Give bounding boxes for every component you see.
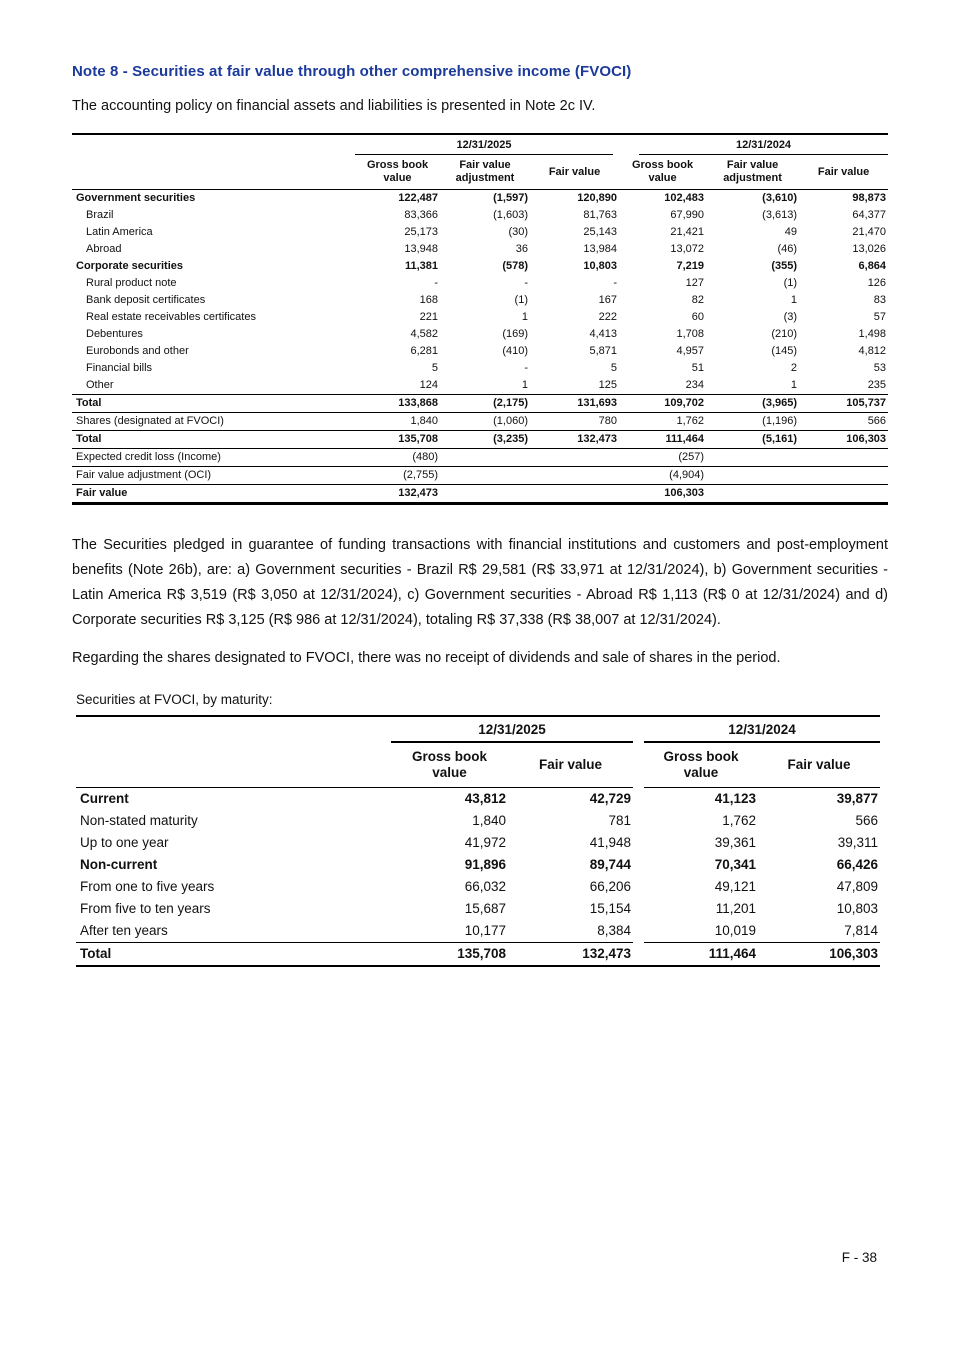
period-header-2025 (355, 134, 619, 155)
cell-value: 13,072 (670, 243, 705, 255)
cell-value: 39,877 (836, 791, 879, 806)
cell-value: 57 (873, 311, 887, 323)
securities-by-maturity-table (76, 715, 880, 967)
table-row (72, 431, 888, 449)
cell-value: (1,603) (493, 209, 528, 221)
cell-value: 21,470 (852, 226, 887, 238)
row-label: From five to ten years (80, 901, 211, 916)
cell-value: 111,464 (619, 431, 706, 449)
cell-value: 2 (790, 362, 798, 374)
cell-value: 6,864 (858, 260, 887, 272)
cell-value: 234 (685, 379, 705, 391)
cell-value: 132,473 (355, 485, 440, 504)
cell-value (706, 467, 799, 485)
shares-fvoci-paragraph: Regarding the shares designated to FVOCI, there was no receipt of dividends and sale of shares in the period. (72, 650, 781, 666)
cell-value: (1,196) (706, 413, 799, 431)
column-spacer (633, 743, 644, 788)
table-row (72, 377, 888, 395)
cell-value: 131,693 (530, 395, 619, 413)
column-header: Fair value adjustment (440, 155, 530, 190)
cell-value: 5 (431, 362, 438, 374)
column-header: Gross book value (644, 743, 758, 788)
cell-value: 1,840 (472, 813, 506, 828)
cell-value: 4,812 (858, 345, 887, 357)
cell-value: 43,812 (464, 791, 506, 806)
cell-value: 1 (790, 294, 798, 306)
header-spacer-cell (76, 716, 391, 743)
cell-value: 4,957 (676, 345, 705, 357)
row-label: Latin America (86, 226, 153, 238)
header-spacer-cell (72, 155, 355, 190)
cell-value: (5,161) (706, 431, 799, 449)
cell-value: 13,948 (404, 243, 438, 255)
cell-value: 126 (867, 277, 887, 289)
table-row (72, 292, 888, 309)
cell-value: 120,890 (577, 192, 618, 204)
column-spacer (633, 854, 644, 876)
cell-value: 21,421 (670, 226, 705, 238)
cell-value: 25,173 (404, 226, 438, 238)
row-label: Fair value adjustment (OCI) (72, 467, 355, 485)
table-row (76, 898, 880, 920)
cell-value: 66,426 (836, 857, 879, 872)
row-label: Government securities (76, 192, 196, 204)
column-header: Fair value (799, 155, 888, 190)
cell-value: 106,303 (799, 431, 888, 449)
column-spacer (633, 898, 644, 920)
securities-table-body (72, 190, 888, 504)
cell-value: 89,744 (589, 857, 632, 872)
cell-value (706, 485, 799, 504)
period-label: 12/31/2024 (639, 135, 888, 155)
row-label: Rural product note (86, 277, 177, 289)
cell-value: 41,123 (714, 791, 757, 806)
cell-value: (210) (771, 328, 798, 340)
cell-value: 124 (419, 379, 438, 391)
cell-value: 135,708 (355, 431, 440, 449)
table-row (76, 854, 880, 876)
cell-value: 1 (521, 379, 528, 391)
cell-value: 7,219 (676, 260, 705, 272)
cell-value: 98,873 (852, 192, 887, 204)
cell-value: 8,384 (597, 923, 632, 938)
cell-value: 106,303 (619, 485, 706, 504)
cell-value: (3,235) (440, 431, 530, 449)
table-row (76, 943, 880, 967)
column-header: Gross book value (391, 743, 508, 788)
table-row (72, 413, 888, 431)
column-header: Fair value (758, 743, 880, 788)
cell-value: 15,154 (589, 901, 632, 916)
table-row (76, 832, 880, 854)
cell-value: 111,464 (644, 943, 758, 967)
cell-value: 11,381 (404, 260, 438, 272)
cell-value: 1,498 (858, 328, 887, 340)
cell-value: 1,708 (676, 328, 705, 340)
table-row (72, 485, 888, 504)
cell-value: (3,965) (706, 395, 799, 413)
cell-value (440, 467, 530, 485)
cell-value: 5,871 (589, 345, 618, 357)
table-row (76, 788, 880, 811)
cell-value: (2,175) (440, 395, 530, 413)
column-header: Fair value (530, 155, 619, 190)
cell-value: (1) (514, 294, 528, 306)
cell-value: 91,896 (464, 857, 506, 872)
period-header-row (76, 716, 880, 743)
cell-value: 125 (598, 379, 618, 391)
cell-value: 41,948 (589, 835, 632, 850)
row-label: Up to one year (80, 835, 169, 850)
cell-value: 4,413 (589, 328, 618, 340)
cell-value: 1 (790, 379, 798, 391)
row-label: Fair value (72, 485, 355, 504)
row-label: Total (76, 943, 391, 967)
pledged-securities-paragraph: The Securities pledged in guarantee of funding transactions with financial institutions and customers and post-employment benefits (Note 26b), are: a) Government securities - Brazil R$ 29,581 (R$ 33,971 at 12/31/2024), b) Government securities - Latin America R$ 3,519 (R$ 3,050 at 12/31/2024), c) Government securities - Abroad R$ 1,113 (R$ 0 at 12/31/2024) and d) Corporate securities R$ 3,125 (R$ 986 at 12/31/2024), totaling R$ 37,338 (R$ 38,007 at 12/31/2024). (72, 537, 888, 628)
cell-value (799, 467, 888, 485)
cell-value: (3,613) (762, 209, 798, 221)
cell-value: 67,990 (670, 209, 705, 221)
table-row (72, 395, 888, 413)
cell-value: (257) (619, 449, 706, 467)
table-row (72, 449, 888, 467)
cell-value: 235 (867, 379, 887, 391)
cell-value (799, 449, 888, 467)
column-spacer (633, 920, 644, 943)
cell-value (530, 467, 619, 485)
column-header: Fair value adjustment (706, 155, 799, 190)
table-row (76, 876, 880, 898)
table-row (72, 258, 888, 275)
row-label: Brazil (86, 209, 114, 221)
cell-value: 167 (598, 294, 618, 306)
cell-value: 1,762 (619, 413, 706, 431)
cell-value: 83 (873, 294, 887, 306)
cell-value: 122,487 (398, 192, 438, 204)
cell-value: 135,708 (391, 943, 508, 967)
table-row (72, 190, 888, 208)
row-label: Debentures (86, 328, 143, 340)
cell-value: 13,026 (852, 243, 887, 255)
column-header: Gross book value (355, 155, 440, 190)
cell-value: 127 (685, 277, 705, 289)
period-label: 12/31/2025 (391, 717, 633, 743)
period-header-row (72, 134, 888, 155)
row-label: Abroad (86, 243, 122, 255)
period-header-2024 (644, 716, 880, 743)
table-row (72, 326, 888, 343)
cell-value: 7,814 (844, 923, 879, 938)
cell-value: 132,473 (508, 943, 633, 967)
cell-value: 781 (608, 813, 632, 828)
column-spacer (633, 876, 644, 898)
securities-fvoci-table (72, 133, 888, 505)
cell-value: 1,762 (722, 813, 757, 828)
column-spacer (633, 810, 644, 832)
cell-value: (145) (771, 345, 798, 357)
cell-value (440, 485, 530, 504)
cell-value: 566 (799, 413, 888, 431)
cell-value: 10,177 (464, 923, 506, 938)
cell-value: (578) (502, 260, 528, 272)
column-spacer (633, 943, 644, 967)
cell-value: (4,904) (619, 467, 706, 485)
cell-value: 105,737 (799, 395, 888, 413)
row-label: Non-stated maturity (80, 813, 198, 828)
table-row (72, 467, 888, 485)
cell-value: 49,121 (714, 879, 757, 894)
cell-value: 1 (521, 311, 528, 323)
row-label: Shares (designated at FVOCI) (72, 413, 355, 431)
cell-value (706, 449, 799, 467)
period-label: 12/31/2024 (644, 717, 880, 743)
cell-value: 109,702 (619, 395, 706, 413)
cell-value: 15,687 (464, 901, 506, 916)
cell-value: 60 (691, 311, 705, 323)
cell-value: 51 (691, 362, 705, 374)
cell-value: (46) (777, 243, 798, 255)
intro-paragraph: The accounting policy on financial assets and liabilities is presented in Note 2c IV. (72, 98, 596, 114)
maturity-table-body (76, 788, 880, 967)
cell-value: 41,972 (464, 835, 506, 850)
row-label: Financial bills (86, 362, 153, 374)
row-label: Other (86, 379, 114, 391)
table-row (72, 360, 888, 377)
cell-value: (1,060) (440, 413, 530, 431)
cell-value: (2,755) (355, 467, 440, 485)
row-label: Corporate securities (76, 260, 183, 272)
cell-value: - (524, 362, 528, 374)
header-spacer-cell (76, 743, 391, 788)
cell-value: - (434, 277, 438, 289)
cell-value: 25,143 (583, 226, 618, 238)
row-label: Real estate receivables certificates (86, 311, 256, 323)
cell-value: 49 (784, 226, 798, 238)
cell-value: 47,809 (836, 879, 879, 894)
cell-value (530, 485, 619, 504)
cell-value: - (524, 277, 528, 289)
cell-value: 133,868 (355, 395, 440, 413)
cell-value: 5 (610, 362, 618, 374)
cell-value: 1,840 (355, 413, 440, 431)
column-spacer (633, 832, 644, 854)
cell-value: 780 (530, 413, 619, 431)
cell-value (440, 449, 530, 467)
cell-value: 36 (515, 243, 528, 255)
cell-value: 53 (873, 362, 887, 374)
cell-value: 66,206 (589, 879, 632, 894)
cell-value: (169) (502, 328, 528, 340)
period-header-2025 (391, 716, 633, 743)
column-header-row (76, 743, 880, 788)
table-row (72, 224, 888, 241)
cell-value: 39,361 (714, 835, 757, 850)
cell-value: 10,019 (714, 923, 757, 938)
page-number: F - 38 (841, 1250, 877, 1265)
maturity-table-label: Securities at FVOCI, by maturity: (76, 692, 273, 707)
table-row (72, 241, 888, 258)
table-row (72, 309, 888, 326)
cell-value: (1) (783, 277, 798, 289)
table-row (72, 343, 888, 360)
period-header-2024 (619, 134, 888, 155)
cell-value: (3) (783, 311, 798, 323)
row-label: After ten years (80, 923, 168, 938)
cell-value: 221 (419, 311, 438, 323)
row-label: Total (72, 395, 355, 413)
cell-value: 566 (855, 813, 879, 828)
cell-value: 70,341 (714, 857, 757, 872)
cell-value: 42,729 (589, 791, 632, 806)
cell-value: 39,311 (837, 835, 879, 850)
cell-value: 4,582 (410, 328, 438, 340)
cell-value: 10,803 (836, 901, 879, 916)
cell-value: 11,201 (715, 901, 757, 916)
column-header: Fair value (508, 743, 633, 788)
cell-value: 66,032 (464, 879, 506, 894)
cell-value: 13,984 (583, 243, 618, 255)
cell-value: (480) (355, 449, 440, 467)
cell-value: (3,610) (762, 192, 798, 204)
cell-value: (410) (502, 345, 528, 357)
row-label: Non-current (80, 857, 158, 872)
cell-value: 82 (691, 294, 705, 306)
row-label: Expected credit loss (Income) (72, 449, 355, 467)
cell-value: (30) (508, 226, 528, 238)
cell-value (799, 485, 888, 504)
table-row (72, 275, 888, 292)
cell-value: 132,473 (530, 431, 619, 449)
cell-value: 64,377 (852, 209, 887, 221)
cell-value: - (613, 277, 618, 289)
table-row (76, 810, 880, 832)
row-label: Current (80, 791, 129, 806)
row-label: Bank deposit certificates (86, 294, 206, 306)
table-row (72, 207, 888, 224)
table-row (76, 920, 880, 943)
cell-value: 83,366 (404, 209, 438, 221)
period-label: 12/31/2025 (355, 135, 613, 155)
column-header: Gross book value (619, 155, 706, 190)
cell-value (530, 449, 619, 467)
cell-value: 222 (598, 311, 618, 323)
row-label: Eurobonds and other (86, 345, 189, 357)
column-spacer (633, 788, 644, 811)
cell-value: 10,803 (583, 260, 618, 272)
column-spacer (633, 716, 644, 743)
note-title: Note 8 - Securities at fair value through other comprehensive income (FVOCI) (72, 63, 632, 80)
cell-value: 106,303 (758, 943, 880, 967)
column-header-row (72, 155, 888, 190)
cell-value: 6,281 (410, 345, 438, 357)
cell-value: 168 (419, 294, 438, 306)
cell-value: (1,597) (493, 192, 528, 204)
cell-value: (355) (771, 260, 798, 272)
row-label: From one to five years (80, 879, 215, 894)
header-spacer-cell (72, 134, 355, 155)
cell-value: 102,483 (664, 192, 705, 204)
row-label: Total (72, 431, 355, 449)
cell-value: 81,763 (583, 209, 618, 221)
